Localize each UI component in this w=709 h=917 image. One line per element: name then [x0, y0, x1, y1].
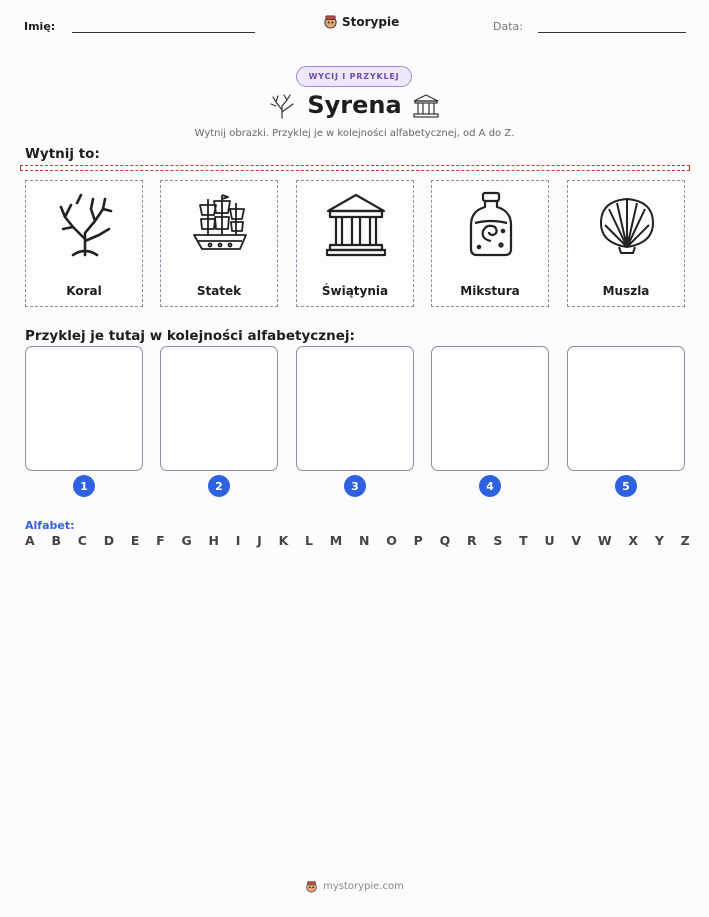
brand-name: Storypie: [342, 14, 400, 29]
name-label: Imię:: [24, 20, 56, 33]
alphabet-letter: U: [544, 533, 555, 548]
alphabet-letter: Z: [680, 533, 690, 548]
slot-number: 1: [73, 475, 95, 497]
alphabet-letter: E: [130, 533, 140, 548]
card-label: Świątynia: [321, 284, 389, 298]
instructions: Wytnij obrazki. Przyklej je w kolejności alfabetycznej, od A do Z.: [194, 128, 515, 139]
page-title: Syrena: [307, 91, 402, 119]
paste-slot-3[interactable]: [296, 346, 414, 471]
slot-number: 3: [344, 475, 366, 497]
paste-slot-5[interactable]: [567, 346, 685, 471]
storypie-mascot-icon: [323, 14, 338, 29]
alphabet-letter: G: [181, 533, 192, 548]
alphabet-letter: L: [305, 533, 314, 548]
card-label: Koral: [66, 284, 102, 298]
coral-icon: [55, 189, 115, 259]
slot-number: 5: [615, 475, 637, 497]
alphabet-label: Alfabet:: [25, 519, 75, 532]
date-line[interactable]: [538, 32, 686, 33]
card-label: Mikstura: [460, 284, 520, 298]
cut-line: [20, 165, 690, 171]
card-label: Muszla: [602, 284, 650, 298]
storypie-mascot-icon: [305, 880, 318, 893]
paste-slot-1[interactable]: [25, 346, 143, 471]
alphabet-letter: C: [77, 533, 87, 548]
cut-card-ship[interactable]: [160, 180, 278, 307]
alphabet-letter: H: [208, 533, 219, 548]
cut-card-coral[interactable]: [25, 180, 143, 307]
ship-icon: [190, 189, 250, 259]
shell-icon: [597, 189, 657, 259]
slot-number: 4: [479, 475, 501, 497]
alphabet-letter: R: [466, 533, 477, 548]
alphabet-letter: P: [413, 533, 423, 548]
paste-heading: Przyklej je tutaj w kolejności alfabetycznej:: [25, 328, 355, 344]
footer-url[interactable]: mystorypie.com: [323, 881, 404, 892]
alphabet-letter: A: [25, 533, 35, 548]
alphabet-letter: O: [386, 533, 397, 548]
paste-slot-4[interactable]: [431, 346, 549, 471]
temple-icon: [412, 93, 440, 119]
alphabet-letter: T: [519, 533, 528, 548]
name-line[interactable]: [72, 32, 255, 33]
alphabet-letter: V: [571, 533, 582, 548]
card-label: Statek: [196, 284, 242, 298]
alphabet-letter: K: [278, 533, 289, 548]
alphabet-letter: W: [597, 533, 612, 548]
alphabet-letter: J: [257, 533, 262, 548]
brand-logo: [323, 14, 399, 29]
alphabet-letter: F: [156, 533, 165, 548]
activity-badge: WYCIJ I PRZYKLEJ: [296, 66, 412, 87]
cut-card-potion[interactable]: [431, 180, 549, 307]
alphabet-row: [25, 533, 690, 548]
alphabet-letter: D: [103, 533, 115, 548]
cut-heading: Wytnij to:: [25, 146, 100, 162]
cut-card-temple[interactable]: [296, 180, 414, 307]
alphabet-letter: Y: [654, 533, 664, 548]
cut-card-shell[interactable]: [567, 180, 685, 307]
temple-icon: [326, 189, 386, 259]
alphabet-letter: N: [359, 533, 370, 548]
alphabet-letter: S: [493, 533, 503, 548]
alphabet-letter: I: [235, 533, 241, 548]
paste-slot-2[interactable]: [160, 346, 278, 471]
date-label: Data:: [493, 20, 523, 33]
alphabet-letter: B: [51, 533, 61, 548]
slot-number: 2: [208, 475, 230, 497]
alphabet-letter: Q: [439, 533, 451, 548]
potion-icon: [461, 189, 521, 259]
alphabet-letter: M: [329, 533, 343, 548]
alphabet-letter: X: [628, 533, 639, 548]
footer: [0, 880, 709, 893]
